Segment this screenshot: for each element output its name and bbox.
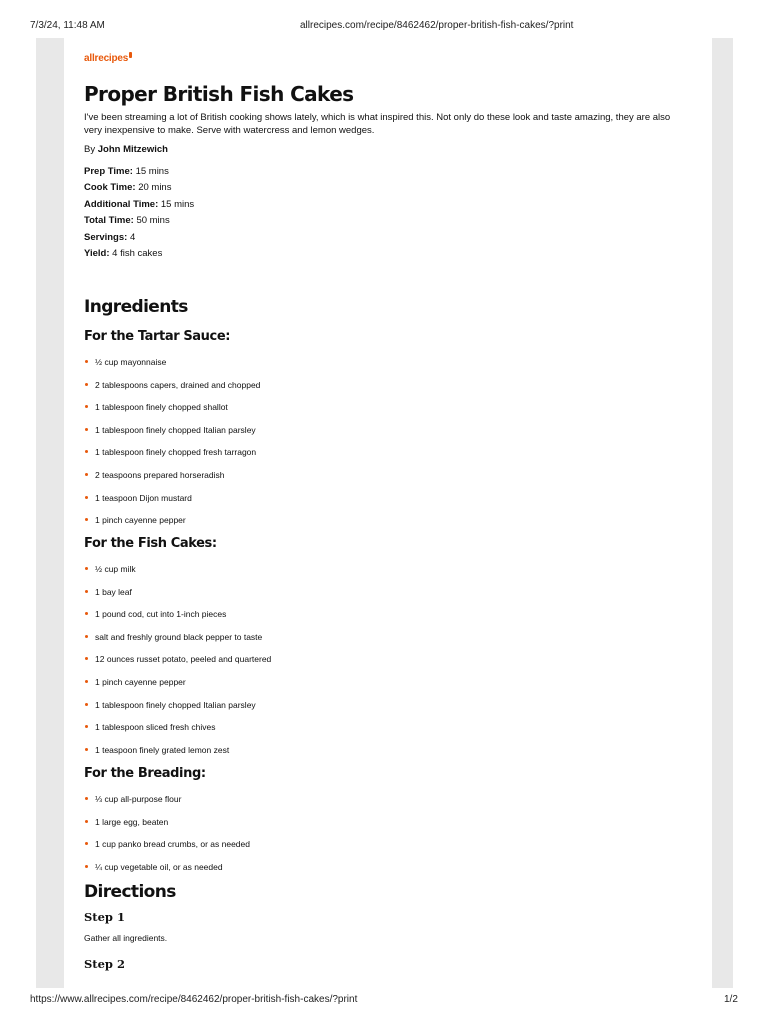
bullet-icon — [85, 405, 88, 408]
meta-servings — [84, 232, 194, 248]
bullet-icon — [85, 635, 88, 638]
group-title-tartar-sauce: For the Tartar Sauce: — [84, 329, 231, 344]
ingredient-text: 12 ounces russet potato, peeled and quartered — [95, 654, 272, 665]
ingredient-text: 1 pinch cayenne pepper — [95, 515, 186, 526]
ingredient-text: 1 pinch cayenne pepper — [95, 676, 186, 687]
bullet-icon — [85, 383, 88, 386]
print-header — [0, 0, 768, 38]
footer-url: https://www.allrecipes.com/recipe/8462462/proper-british-fish-cakes/?print — [30, 994, 358, 1005]
ingredient-item — [84, 632, 271, 655]
ingredient-text: 1 teaspoon finely grated lemon zest — [95, 744, 230, 755]
ingredient-item — [84, 402, 260, 425]
bullet-icon — [85, 748, 88, 751]
meta-value: 4 — [129, 231, 136, 243]
group-title-fish-cakes: For the Fish Cakes: — [84, 536, 217, 551]
ingredient-item — [84, 609, 271, 632]
meta-label: Servings: — [84, 231, 128, 243]
ingredient-item — [84, 722, 271, 745]
ingredient-text: 1 cup panko bread crumbs, or as needed — [95, 839, 250, 850]
ingredient-text: 1 tablespoon finely chopped fresh tarragon — [95, 447, 257, 458]
ingredient-text: 1 tablespoon sliced fresh chives — [95, 722, 216, 733]
ingredient-list-tartar-sauce — [84, 357, 260, 538]
ingredient-item — [84, 839, 250, 862]
group-title-breading: For the Breading: — [84, 766, 206, 781]
bullet-icon — [85, 820, 88, 823]
bullet-icon — [85, 450, 88, 453]
bullet-icon — [85, 496, 88, 499]
meta-value: 15 mins — [160, 198, 195, 210]
ingredient-text: ½ cup milk — [95, 564, 136, 574]
ingredient-item — [84, 493, 260, 516]
ingredient-item — [84, 817, 250, 840]
recipe-description: I've been streaming a lot of British cooking shows lately, which is what inspired this. Not only do these look and taste amazing, they are also very inexpensive to make. Serve with watercress and lemon wedges. — [84, 112, 671, 136]
bullet-icon — [85, 590, 88, 593]
author-name: John Mitzewich — [97, 144, 168, 155]
meta-label: Additional Time: — [84, 198, 159, 210]
bullet-icon — [85, 657, 88, 660]
meta-label: Yield: — [84, 247, 110, 259]
print-footer — [0, 988, 768, 1024]
bullet-icon — [85, 842, 88, 845]
meta-total-time — [84, 215, 194, 231]
ingredient-item — [84, 700, 271, 723]
bullet-icon — [85, 680, 88, 683]
meta-value: 15 mins — [135, 166, 169, 177]
recipe-title: Proper British Fish Cakes — [84, 82, 354, 106]
meta-value: 50 mins — [136, 215, 170, 227]
bullet-icon — [85, 703, 88, 706]
bullet-icon — [85, 865, 88, 868]
ingredient-item — [84, 447, 260, 470]
page-number: 1/2 — [724, 994, 738, 1005]
ingredient-list-fish-cakes — [84, 564, 271, 767]
ingredient-item — [84, 794, 250, 817]
ingredient-text: 1 tablespoon finely chopped shallot — [95, 402, 228, 413]
bullet-icon — [85, 725, 88, 728]
meta-value: 4 fish cakes — [112, 247, 163, 259]
meta-yield — [84, 248, 194, 264]
bullet-icon — [85, 567, 88, 570]
meta-label: Prep Time: — [84, 166, 133, 177]
meta-additional-time — [84, 199, 194, 215]
logo-text: allrecipes — [84, 53, 129, 64]
ingredient-list-breading — [84, 794, 250, 884]
bullet-icon — [85, 797, 88, 800]
ingredient-text: 2 teaspoons prepared horseradish — [95, 469, 225, 480]
ingredient-item — [84, 745, 271, 768]
ingredient-text: 1 tablespoon finely chopped Italian parsley — [95, 699, 256, 710]
bullet-icon — [85, 612, 88, 615]
meta-prep-time — [84, 166, 194, 182]
print-url: allrecipes.com/recipe/8462462/proper-british-fish-cakes/?print — [300, 20, 574, 31]
byline — [84, 144, 168, 155]
directions-heading: Directions — [84, 882, 176, 902]
ingredient-text: ⅓ cup all-purpose flour — [95, 794, 182, 804]
ingredients-heading: Ingredients — [84, 297, 188, 317]
ingredient-item — [84, 357, 260, 380]
ingredient-text: 2 tablespoons capers, drained and chopped — [95, 379, 261, 390]
allrecipes-logo — [84, 52, 132, 64]
ingredient-item — [84, 654, 271, 677]
bullet-icon — [85, 473, 88, 476]
recipe-meta — [84, 166, 194, 264]
by-prefix: By — [84, 144, 96, 155]
ingredient-text: 1 tablespoon finely chopped Italian parsley — [95, 424, 256, 435]
ingredient-text: 1 teaspoon Dijon mustard — [95, 492, 192, 503]
ingredient-item — [84, 564, 271, 587]
ingredient-text: ¼ cup vegetable oil, or as needed — [95, 861, 223, 872]
ingredient-item — [84, 425, 260, 448]
ingredient-text: ½ cup mayonnaise — [95, 357, 167, 367]
ingredient-text: salt and freshly ground black pepper to taste — [95, 631, 263, 642]
ingredient-item — [84, 862, 250, 885]
logo-mark-icon — [129, 52, 132, 58]
meta-value: 20 mins — [138, 182, 172, 194]
meta-label: Cook Time: — [84, 182, 136, 194]
meta-cook-time — [84, 182, 194, 198]
ingredient-item — [84, 587, 271, 610]
bullet-icon — [85, 518, 88, 521]
ingredient-text: 1 pound cod, cut into 1-inch pieces — [95, 609, 227, 620]
ingredient-item — [84, 515, 260, 538]
step-2-title: Step 2 — [84, 957, 125, 971]
ingredient-item — [84, 470, 260, 493]
bullet-icon — [85, 428, 88, 431]
print-datetime: 7/3/24, 11:48 AM — [30, 20, 105, 31]
ingredient-text: 1 bay leaf — [95, 586, 132, 597]
meta-label: Total Time: — [84, 215, 134, 227]
ingredient-text: 1 large egg, beaten — [95, 816, 169, 827]
ingredient-item — [84, 677, 271, 700]
ingredient-item — [84, 380, 260, 403]
step-1-text: Gather all ingredients. — [84, 933, 168, 943]
step-1-title: Step 1 — [84, 910, 125, 924]
bullet-icon — [85, 360, 88, 363]
